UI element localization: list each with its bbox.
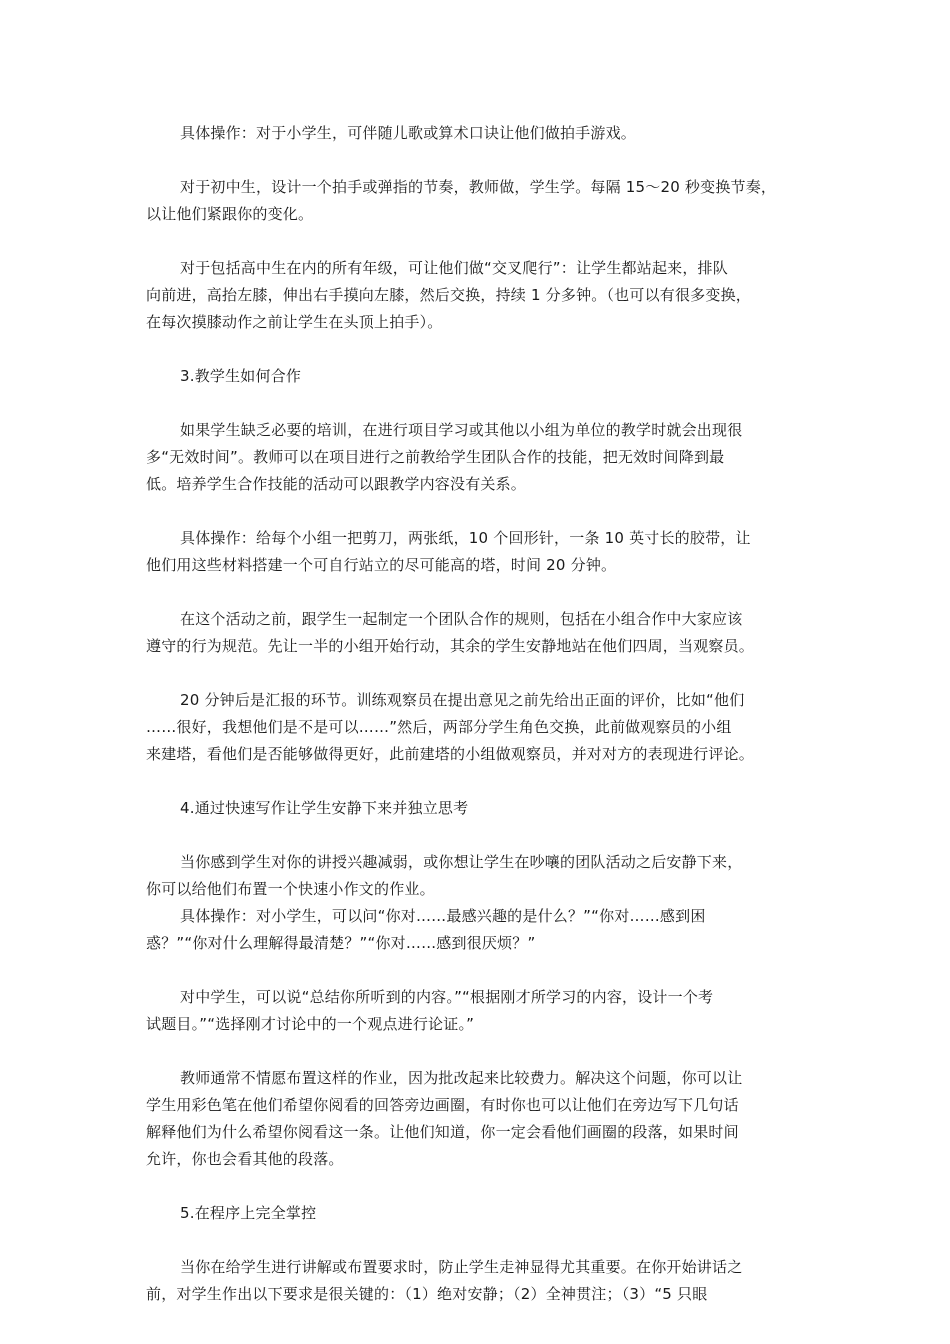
paragraph [146, 525, 810, 579]
section-heading: 4.通过快速写作让学生安静下来并独立思考 [180, 799, 469, 817]
paragraph-line: 具体操作：对于小学生，可伴随儿歌或算术口诀让他们做拍手游戏。 [180, 124, 637, 142]
paragraph [146, 984, 810, 1038]
paragraph-line: 低。培养学生合作技能的活动可以跟教学内容没有关系。 [146, 475, 527, 493]
paragraph [146, 255, 810, 336]
paragraph-line: 在每次摸膝动作之前让学生在头顶上拍手）。 [146, 313, 443, 331]
section-heading: 5.在程序上完全掌控 [180, 1204, 317, 1222]
paragraph-line: 教师通常不情愿布置这样的作业，因为批改起来比较费力。解决这个问题，你可以让 [180, 1069, 743, 1087]
paragraph-line: 在这个活动之前，跟学生一起制定一个团队合作的规则，包括在小组合作中大家应该 [180, 610, 743, 628]
paragraph [146, 687, 810, 768]
paragraph-line: 惑？”“你对什么理解得最清楚？”“你对……感到很厌烦？” [146, 934, 536, 952]
paragraph-line: 当你感到学生对你的讲授兴趣减弱，或你想让学生在吵嚷的团队活动之后安静下来， [180, 853, 743, 871]
paragraph-line: 你可以给他们布置一个快速小作文的作业。 [146, 880, 435, 898]
paragraph-line: 以让他们紧跟你的变化。 [146, 205, 314, 223]
paragraph [146, 1254, 810, 1308]
paragraph-line: 前，对学生作出以下要求是很关键的：（1）绝对安静；（2）全神贯注；（3）“5 只眼 [146, 1285, 708, 1303]
paragraph [146, 849, 810, 903]
paragraph-line: ……很好，我想他们是不是可以……”然后，两部分学生角色交换，此前做观察员的小组 [146, 718, 732, 736]
paragraph [146, 120, 810, 147]
paragraph-line: 解释他们为什么希望你阅看这一条。让他们知道，你一定会看他们画圈的段落，如果时间 [146, 1123, 739, 1141]
paragraph-line: 遵守的行为规范。先让一半的小组开始行动，其余的学生安静地站在他们四周，当观察员。 [146, 637, 755, 655]
paragraph-line: 具体操作：给每个小组一把剪刀，两张纸，10 个回形针，一条 10 英寸长的胶带，让 [180, 529, 751, 547]
paragraph-line: 当你在给学生进行讲解或布置要求时，防止学生走神显得尤其重要。在你开始讲话之 [180, 1258, 743, 1276]
paragraph-line: 试题目。”“选择刚才讨论中的一个观点进行论证。” [146, 1015, 475, 1033]
paragraph [146, 903, 810, 957]
paragraph-line: 向前进，高抬左膝，伸出右手摸向左膝，然后交换，持续 1 分多钟。（也可以有很多变换， [146, 286, 751, 304]
paragraph [146, 417, 810, 498]
paragraph-line: 来建塔，看他们是否能够做得更好，此前建塔的小组做观察员，并对对方的表现进行评论。 [146, 745, 755, 763]
paragraph [146, 606, 810, 660]
section-heading: 3.教学生如何合作 [180, 367, 302, 385]
paragraph-line: 20 分钟后是汇报的环节。训练观察员在提出意见之前先给出正面的评价，比如“他们 [180, 691, 745, 709]
paragraph [146, 174, 810, 228]
paragraph-line: 允许，你也会看其他的段落。 [146, 1150, 344, 1168]
paragraph-line: 对中学生，可以说“总结你所听到的内容。”“根据刚才所学习的内容，设计一个考 [180, 988, 714, 1006]
paragraph-line: 具体操作：对小学生，可以问“你对……最感兴趣的是什么？”“你对……感到困 [180, 907, 706, 925]
paragraph-line: 如果学生缺乏必要的培训，在进行项目学习或其他以小组为单位的教学时就会出现很 [180, 421, 743, 439]
paragraph-line: 多“无效时间”。教师可以在项目进行之前教给学生团队合作的技能，把无效时间降到最 [146, 448, 725, 466]
paragraph-line: 学生用彩色笔在他们希望你阅看的回答旁边画圈，有时你也可以让他们在旁边写下几句话 [146, 1096, 739, 1114]
paragraph-line: 他们用这些材料搭建一个可自行站立的尽可能高的塔，时间 20 分钟。 [146, 556, 617, 574]
paragraph-line: 对于包括高中生在内的所有年级，可让他们做“交叉爬行”：让学生都站起来，排队 [180, 259, 728, 277]
paragraph-line: 对于初中生，设计一个拍手或弹指的节奏，教师做，学生学。每隔 15～20 秒变换节奏， [180, 178, 777, 196]
paragraph [146, 1065, 810, 1173]
